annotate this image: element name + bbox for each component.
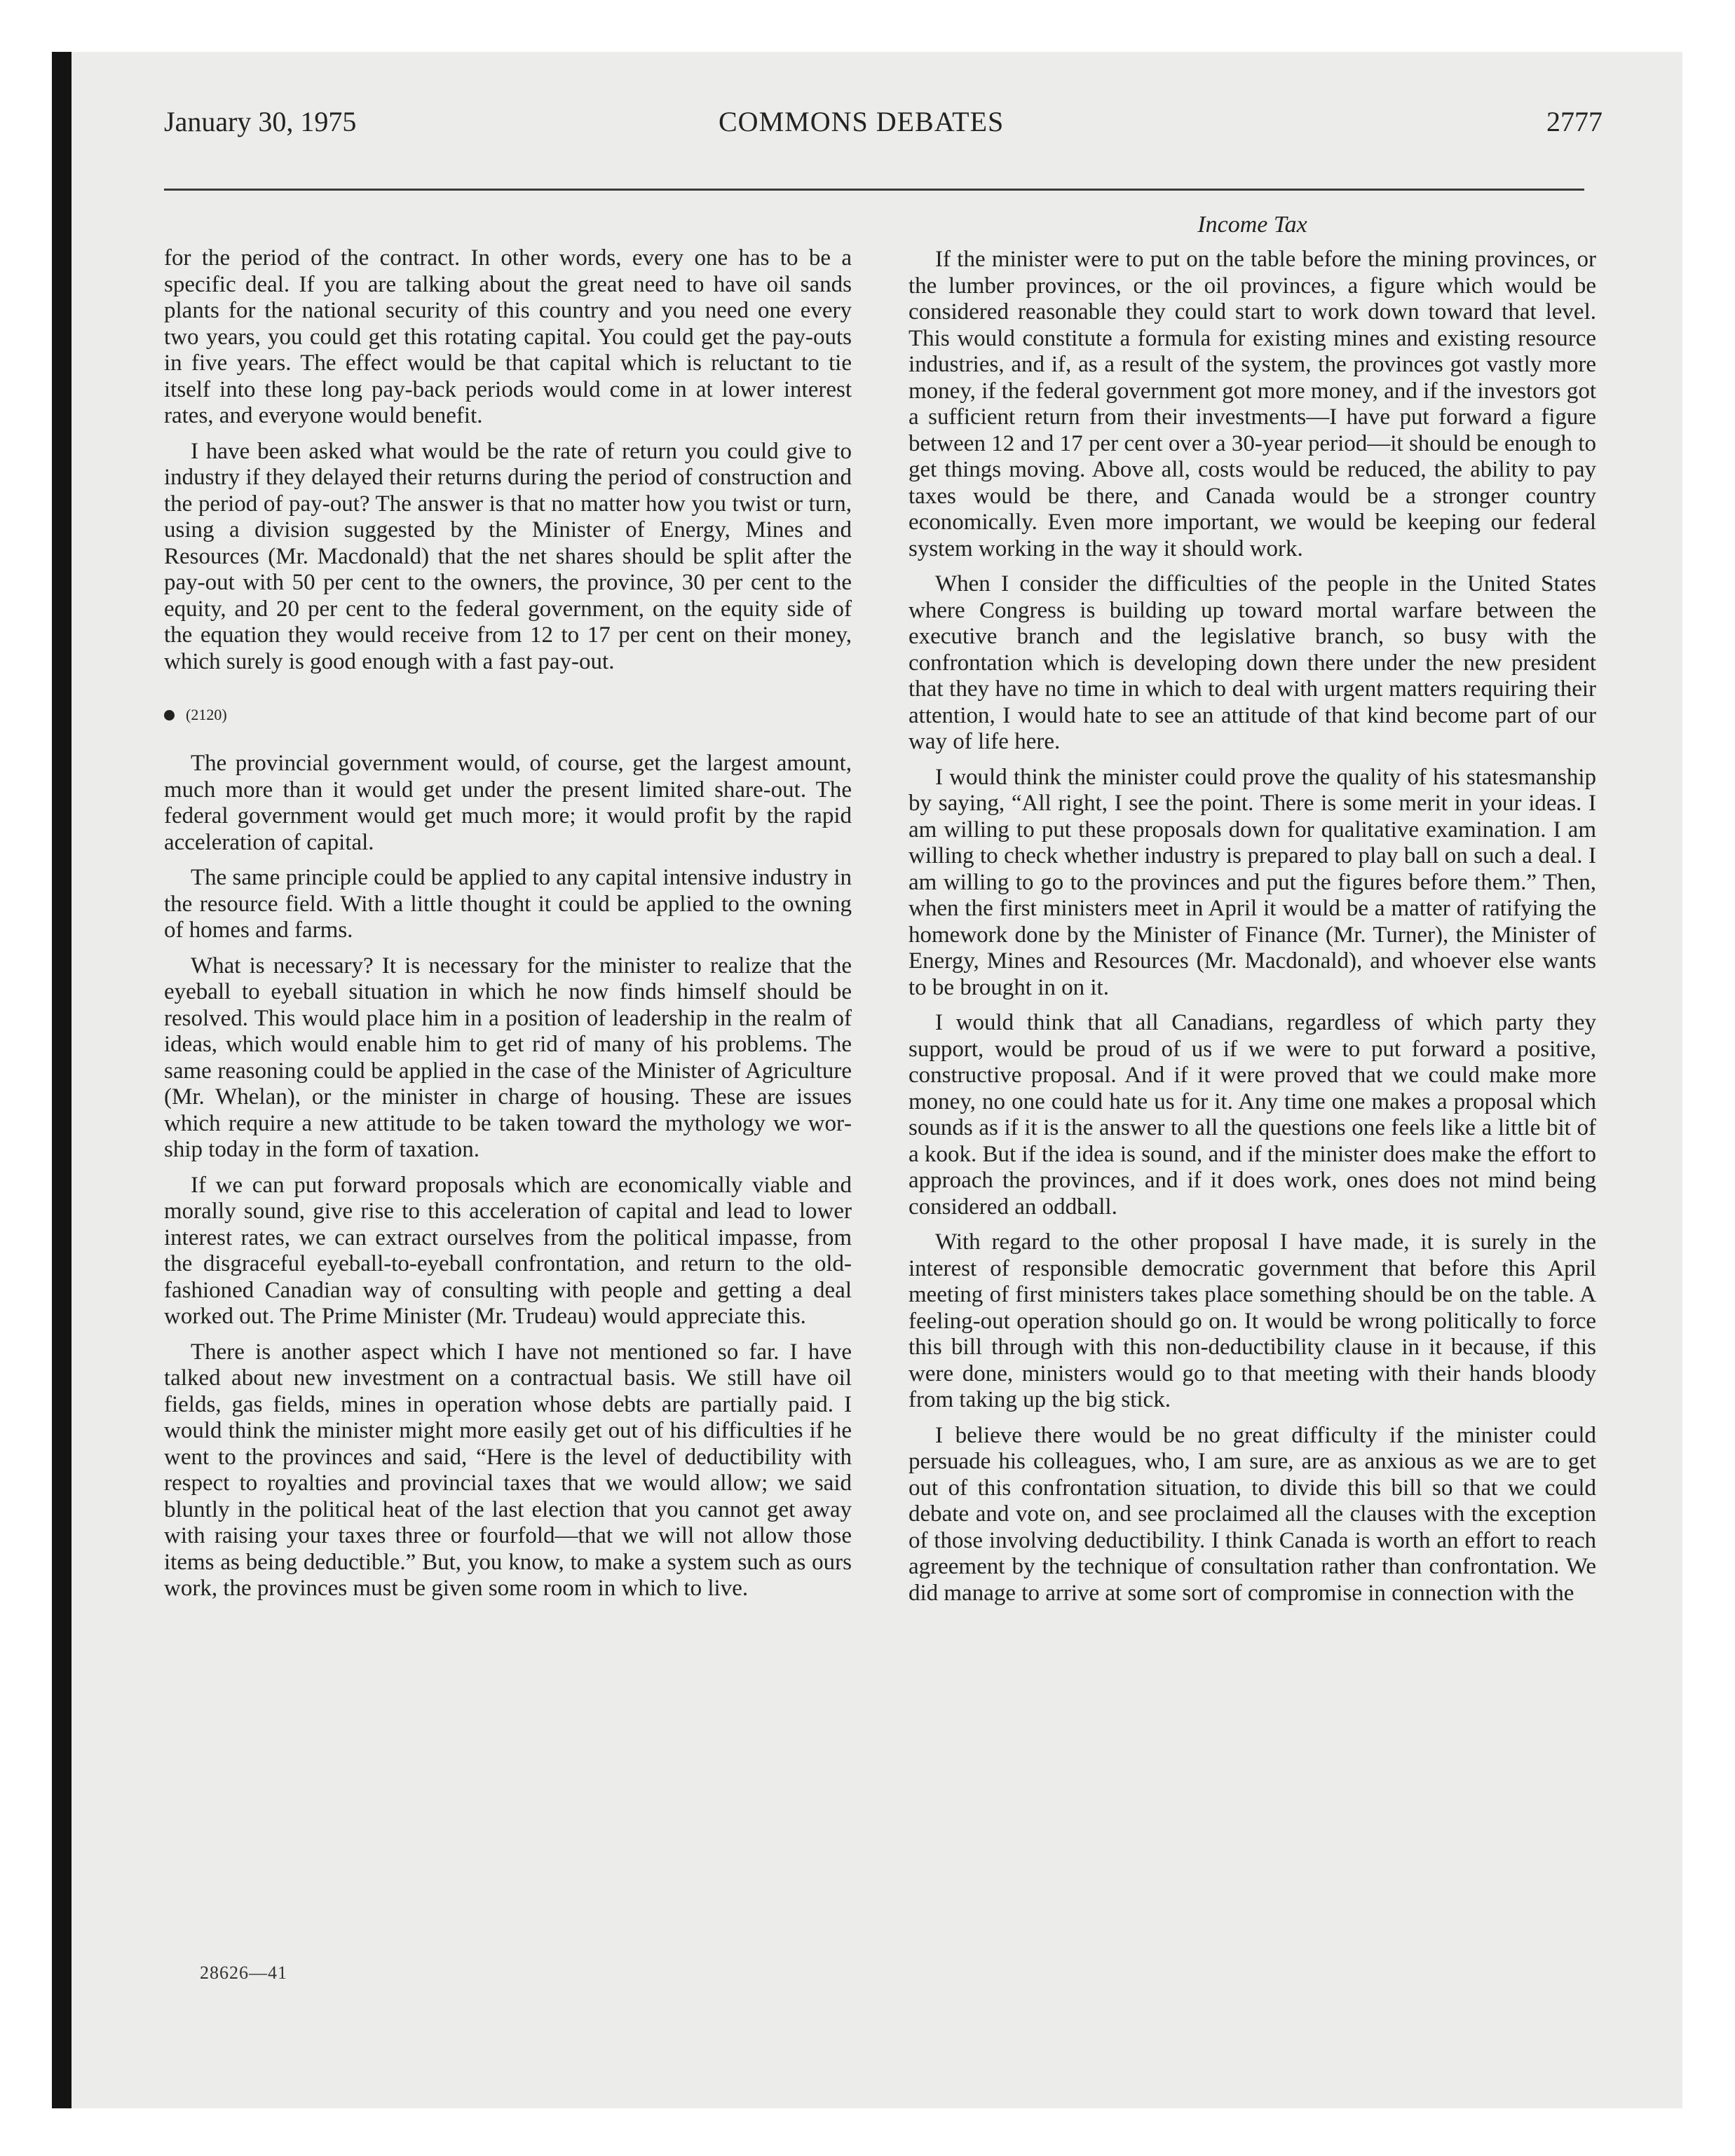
paragraph: The same principle could be applied to any capital intensive industry in the resource field. With a little thought it could be applied to the owning of homes and farms. [164, 865, 852, 943]
running-head: Income Tax [1197, 212, 1307, 238]
header-title: COMMONS DEBATES [719, 106, 1005, 137]
paragraph: What is necessary? It is necessary for the minister to realize that the eyeball to eyeball situation in which he now finds himself should be resolved. This would place him in a position of leadership in the realm of ideas, which would enable him to get rid of many of his problems. The same reasoning could be applied in the case of the Minister of Agriculture (Mr. Whelan), or the minister in charge of housing. These are issues which require a new attitude to be taken toward the mythology we worship today in the form of taxation. [164, 953, 852, 1162]
header-page-number: 2777 [1546, 106, 1603, 137]
paragraph: If we can put forward proposals which are economically viable and morally sound, give rise to this acceleration of capital and lead to lower interest rates, we can extract ourselves from the political impasse, from the disgraceful eyeball-to-eyeball confrontation, and return to the old-fashioned Canadian way of consulting with people and getting a deal worked out. The Prime Minister (Mr. Trudeau) would appreciate this. [164, 1172, 852, 1329]
paragraph: When I consider the difficulties of the people in the United States where Congress is building up toward mortal warfare between the executive branch and the legislative branch, so busy with the confrontation which is developing down there under the new president that they have no time in which to deal with urgent matters requiring their attention, I would hate to see an attitude of that kind become part of our way of life here. [909, 571, 1596, 754]
paragraph: I would think that all Canadians, regardless of which party they support, would be proud of us if we were to put forward a positive, constructive proposal. And if it were proved that we could make more money, no one could hate us for it. Any time one makes a proposal which sounds as if it is the answer to all the questions one feels like a little bit of a kook. But if the idea is sound, and if the minister does make the effort to approach the provinces, and if it does work, ones does not mind being considered an oddball. [909, 1010, 1596, 1220]
header-rule [164, 189, 1584, 191]
paragraph: I would think the minister could prove the quality of his statesmanship by saying, “All right, I see the point. There is some merit in your ideas. I am willing to put these proposals down for qualitative examination. I am willing to check whether industry is prepared to play ball on such a deal. I am willing to go to the provinces and put the figures before them.” Then, when the first ministers meet in April it would be a matter of ratifying the homework done by the Minister of Finance (Mr. Turner), the Minister of Energy, Mines and Resources (Mr. Macdonald), and whoever else wants to be brought in on it. [909, 764, 1596, 1000]
paragraph: The provincial government would, of course, get the largest amount, much more than it would get under the present limited share-out. The federal government would get much more; it would profit by the rapid acceleration of capital. [164, 751, 852, 855]
time-marker [164, 706, 852, 724]
bullet-icon [164, 710, 175, 721]
paragraph: There is another aspect which I have not mentioned so far. I have talked about new investment on a contractual basis. We still have oil fields, gas fields, mines in operation whose debts are partially paid. I would think the minister might more easily get out of his difficulties if he went to the provinces and said, “Here is the level of deductibility with respect to royalties and provincial taxes that we would allow; we said bluntly in the political heat of the last election that you cannot get away with raising your taxes three or fourfold—that we will not allow those items as being deductible.” But, you know, to make a system such as ours work, the provinces must be given some room in which to live. [164, 1339, 852, 1601]
right-column [909, 212, 1596, 1616]
paragraph: for the period of the contract. In other words, every one has to be a specific deal. If you are talking about the great need to have oil sands plants for the national security of this country and you need one every two years, you could get this rotating capital. You could get the pay-outs in five years. The effect would be that capital which is reluctant to tie itself into these long pay-back periods would come in at lower interest rates, and everyone would benefit. [164, 245, 852, 428]
scan-edge [52, 52, 72, 2108]
footer-code: 28626—41 [200, 1963, 287, 1983]
paragraph: If the minister were to put on the table before the mining provinces, or the lumber provinces, or the oil provinces, a figure which would be considered reasonable they could start to work down toward that level. This would constitute a formula for existing mines and existing resource industries, and if, as a result of the system, the provinces got vastly more money, if the federal government got more money, and if the investors got a sufficient return from their investments—I have put forward a figure between 12 and 17 per cent over a 30-year period—it should be enough to get things moving. Above all, costs would be reduced, the ability to pay taxes would be there, and Canada would be a stronger country economically. Even more important, we would be keeping our federal system working in the way it should work. [909, 247, 1596, 561]
paragraph: I believe there would be no great difficulty if the minister could persuade his colleagues, who, I am sure, are as anxious as we are to get out of this confrontation situation, to divide this bill so that we could debate and vote on, and see proclaimed all the clauses with the exception of those involving deductibility. I think Canada is worth an effort to reach agreement by the technique of consultation rather than confrontation. We did manage to arrive at some sort of compromise in connection with the [909, 1422, 1596, 1606]
paragraph: With regard to the other proposal I have made, it is surely in the interest of responsible democratic government that before this April meeting of first ministers takes place something should be on the table. A feeling-out operation should go on. It would be wrong politically to force this bill through with this non-deductibility clause in it because, if this were done, ministers would go to that meeting with their hands bloody from taking up the big stick. [909, 1229, 1596, 1412]
paragraph: I have been asked what would be the rate of return you could give to industry if they delayed their returns during the period of construction and the period of pay-out? The answer is that no matter how you twist or turn, using a division suggested by the Minister of Energy, Mines and Resources (Mr. Macdonald) that the net shares should be split after the pay-out with 50 per cent to the owners, the province, 30 per cent to the equity, and 20 per cent to the federal government, on the equity side of the equation they would receive from 12 to 17 per cent on their money, which surely is good enough with a fast pay-out. [164, 438, 852, 674]
left-column [164, 245, 852, 1611]
time-marker-label: (2120) [186, 706, 227, 723]
header-date: January 30, 1975 [164, 106, 357, 137]
